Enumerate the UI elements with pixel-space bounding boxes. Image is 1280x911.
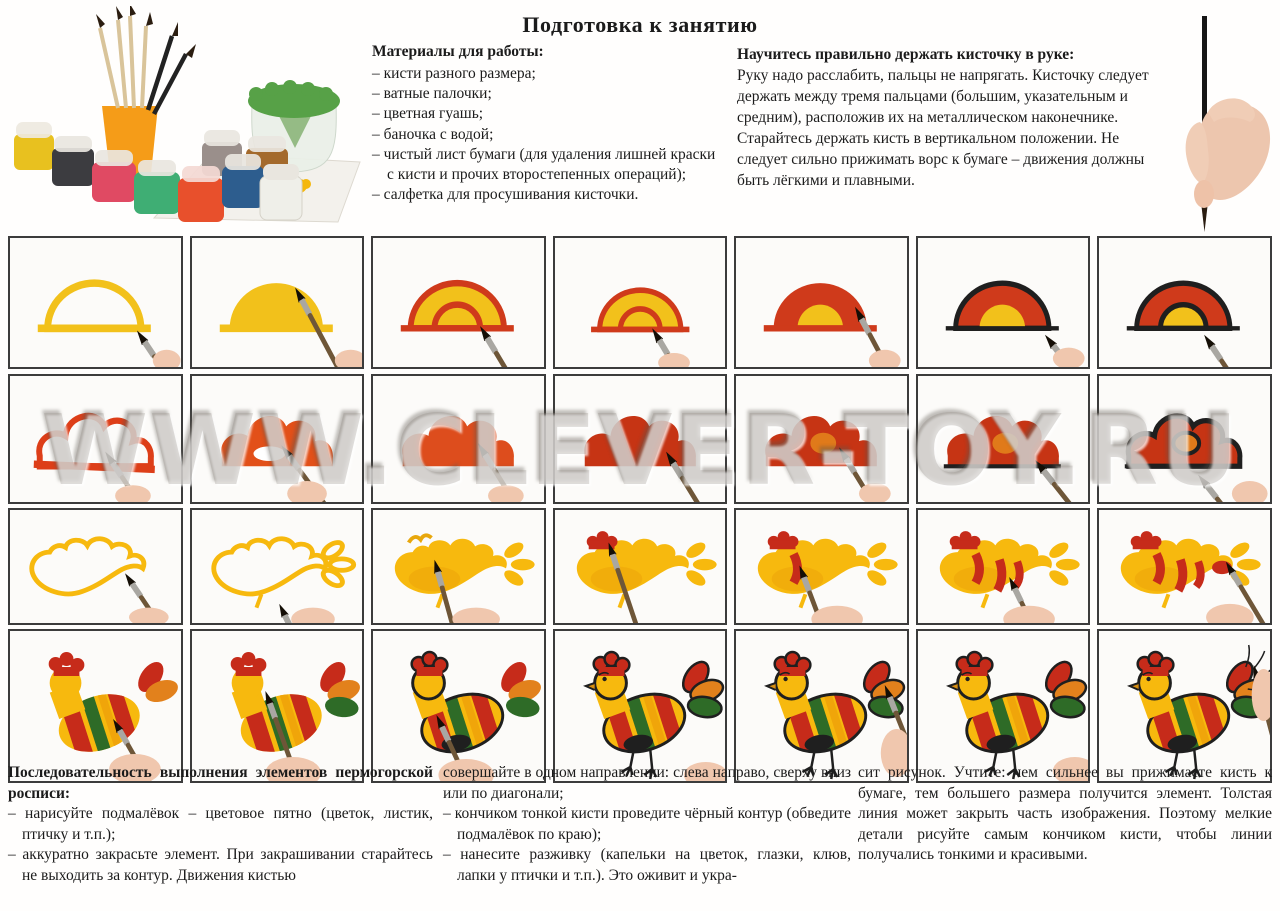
step-photo-arc-yellow-outline: [8, 236, 183, 369]
technique-text: Руку надо расслабить, пальцы не напрягать. Кисточку следует держать между тремя пальцами (большим, указательным и средним), расположив их на металлическом наконечнике. Старайтесь держать кисть в вертикальном положении. Не следует сильно прижимать ворс к бумаге – движения должны быть лёгкими и плавными.: [737, 67, 1149, 190]
supplies-photo: [6, 6, 362, 228]
step-photo-arc-red-contour-small: [553, 236, 728, 369]
list-item: – нанесите разживку (капельки на цветок, глазки, клюв, лапки у птички и т.п.). Это оживит и укра-: [443, 846, 851, 885]
paint-jar-blue: [222, 154, 264, 208]
list-item: – ватные палочки;: [372, 85, 492, 103]
list-item: – кисти разного размера;: [372, 65, 536, 83]
step-photo-cloud-red-fill-dark: [553, 374, 728, 504]
step-photo-bird-red-neck-band: [734, 508, 909, 625]
step-photo-rooster-complete-rooster: [916, 629, 1091, 783]
step-photo-cloud-red-fill-start: [190, 374, 365, 504]
materials-heading: Материалы для работы:: [372, 43, 544, 60]
watermark: WWW.CLEVER-TOY.RU: [41, 394, 1239, 507]
hand-illustration: [1138, 4, 1274, 240]
list-item: – аккуратно закрасьте элемент. При закрашивании старайтесь не выходить за контур. Движения кистью: [8, 846, 433, 885]
step-photo-rooster-eye-beak-details: [734, 629, 909, 783]
step-photo-arc-red-contour: [371, 236, 546, 369]
sequence-column-3: [858, 763, 1272, 866]
technique-block: [737, 44, 1161, 192]
step-photo-cloud-black-full-contour: [1097, 374, 1272, 504]
step-photo-bird-red-tail-stripes: [1097, 508, 1272, 625]
supplies-illustration: [6, 6, 362, 228]
step-photo-rooster-tail-razhivka-strokes: [1097, 629, 1272, 783]
materials-block: [372, 42, 724, 205]
sequence-list-1: [8, 804, 433, 886]
sequence-text-3: сит рисунок. Учтите: чем сильнее вы прижимаете кисть к бумаге, тем большего размера получится элемент. Толстая линия может закрыть часть изображения. Поэтому мелкие детали рисуйте самым кончиком кисти, чтобы линии получались тонкими и красивыми.: [858, 764, 1272, 864]
step-photo-bird-yellow-outline-start: [8, 508, 183, 625]
list-item: – чистый лист бумаги (для удаления лишней краски с кисти и прочих второстепенных операций);: [372, 145, 716, 183]
paint-jar-red: [178, 166, 224, 222]
paint-jar-pink: [92, 150, 136, 202]
page-title: Подготовка к занятию: [522, 12, 758, 37]
step-photo-rooster-black-contour-legs: [553, 629, 728, 783]
step-photo-arc-red-fill-yellow-center: [734, 236, 909, 369]
step-photo-rooster-black-contour-start: [371, 629, 546, 783]
step-photo-bird-red-comb: [553, 508, 728, 625]
step-row-rooster: [8, 629, 1272, 783]
list-item: – салфетка для просушивания кисточки.: [372, 185, 639, 203]
list-item: – нарисуйте подмалёвок – цветовое пятно (цветок, листик, птичку и т.п.);: [8, 805, 433, 843]
paint-jar-black: [52, 136, 94, 186]
step-photo-cloud-red-outline: [8, 374, 183, 504]
list-item: – баночка с водой;: [372, 125, 494, 143]
step-photo-arc-black-outer-contour: [916, 236, 1091, 369]
step-row-arc: [8, 236, 1272, 369]
technique-heading: Научитесь правильно держать кисточку в руке:: [737, 46, 1075, 63]
sequence-continuation: совершайте в одном направлении: слева направо, сверху вниз или по диагонали;: [443, 764, 851, 802]
step-photo-cloud-red-fill: [371, 374, 546, 504]
list-item: – цветная гуашь;: [372, 105, 484, 123]
step-row-bird: [8, 508, 1272, 625]
paint-jar-white: [260, 164, 302, 220]
sequence-list-2: [443, 804, 851, 886]
step-photo-rooster-green-tail-feather: [190, 629, 365, 783]
paint-jar-green: [134, 160, 180, 214]
hand-photo: [1138, 4, 1274, 240]
paint-jar-yellow: [14, 122, 54, 170]
step-photo-arc-black-full-contour: [1097, 236, 1272, 369]
step-photo-bird-yellow-fill: [371, 508, 546, 625]
sequence-column-1: [8, 763, 433, 887]
step-photo-bird-red-body-stripes: [916, 508, 1091, 625]
step-photo-rooster-striped-body: [8, 629, 183, 783]
step-photo-bird-yellow-outline-tail: [190, 508, 365, 625]
list-item: – кончиком тонкой кисти проведите чёрный контур (обведите подмалёвок по краю);: [443, 805, 851, 843]
step-photo-arc-yellow-fill: [190, 236, 365, 369]
materials-list: [372, 64, 724, 205]
step-photo-cloud-black-base-line: [916, 374, 1091, 504]
step-row-cloud: [8, 374, 1272, 504]
sequence-heading: Последовательность выполнения элементов пермогорской росписи:: [8, 764, 433, 802]
sequence-column-2: [443, 763, 851, 887]
step-photo-cloud-orange-center-spot: [734, 374, 909, 504]
